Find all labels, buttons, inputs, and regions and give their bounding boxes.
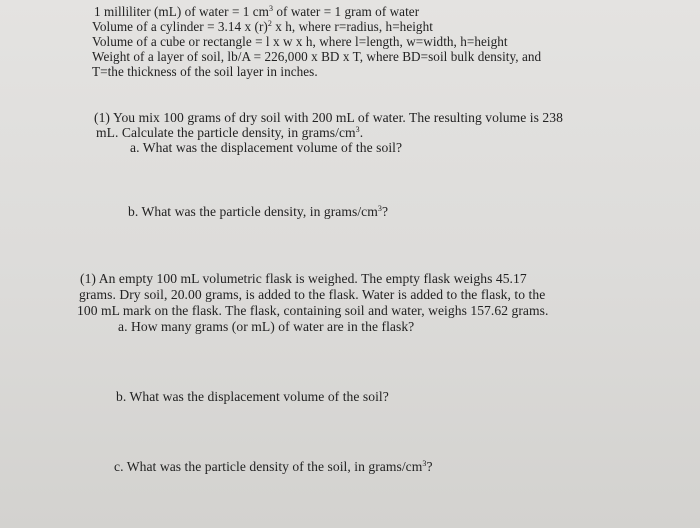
problem2-question-b: b. What was the displacement volume of the soil? bbox=[116, 389, 389, 404]
formula-line-5: T=the thickness of the soil layer in inches. bbox=[92, 64, 318, 79]
problem1-question-b: b. What was the particle density, in grams/$cm^3$? bbox=[128, 204, 389, 219]
formula-line-3: Volume of a cube or rectangle = l x w x h, where l=length, w=width, h=height bbox=[92, 34, 508, 49]
formula-line-4: Weight of a layer of soil, lb/A = 226,000 x BD x T, where BD=soil bulk density, and bbox=[92, 49, 542, 64]
formula-line-1: 1 milliliter (mL) of water = 1 $cm^3$ of water = 1 gram of water bbox=[94, 4, 420, 19]
problem2-statement-line2: grams. Dry soil, 20.00 grams, is added to the flask. Water is added to the flask, to the bbox=[79, 287, 546, 302]
problem1-question-a: a. What was the displacement volume of the soil? bbox=[130, 140, 403, 155]
problem2-question-a: a. How many grams (or mL) of water are in the flask? bbox=[118, 319, 415, 334]
problem2-statement-line1: (1) An empty 100 mL volumetric flask is weighed. The empty flask weighs 45.17 bbox=[80, 271, 527, 286]
problem1-statement-line1: (1) You mix 100 grams of dry soil with 200 mL of water. The resulting volume is 238 bbox=[94, 110, 563, 125]
problem1-statement-line2: mL. Calculate the particle density, in grams/$cm^3$. bbox=[96, 125, 364, 140]
problem2-statement-line3: 100 mL mark on the flask. The flask, containing soil and water, weighs 157.62 grams. bbox=[77, 303, 549, 318]
problem2-question-c: c. What was the particle density of the soil, in grams/$cm^3$? bbox=[114, 459, 433, 474]
formula-line-2: Volume of a cylinder = 3.14 x $(r)^2$ x h, where r=radius, h=height bbox=[92, 19, 433, 34]
